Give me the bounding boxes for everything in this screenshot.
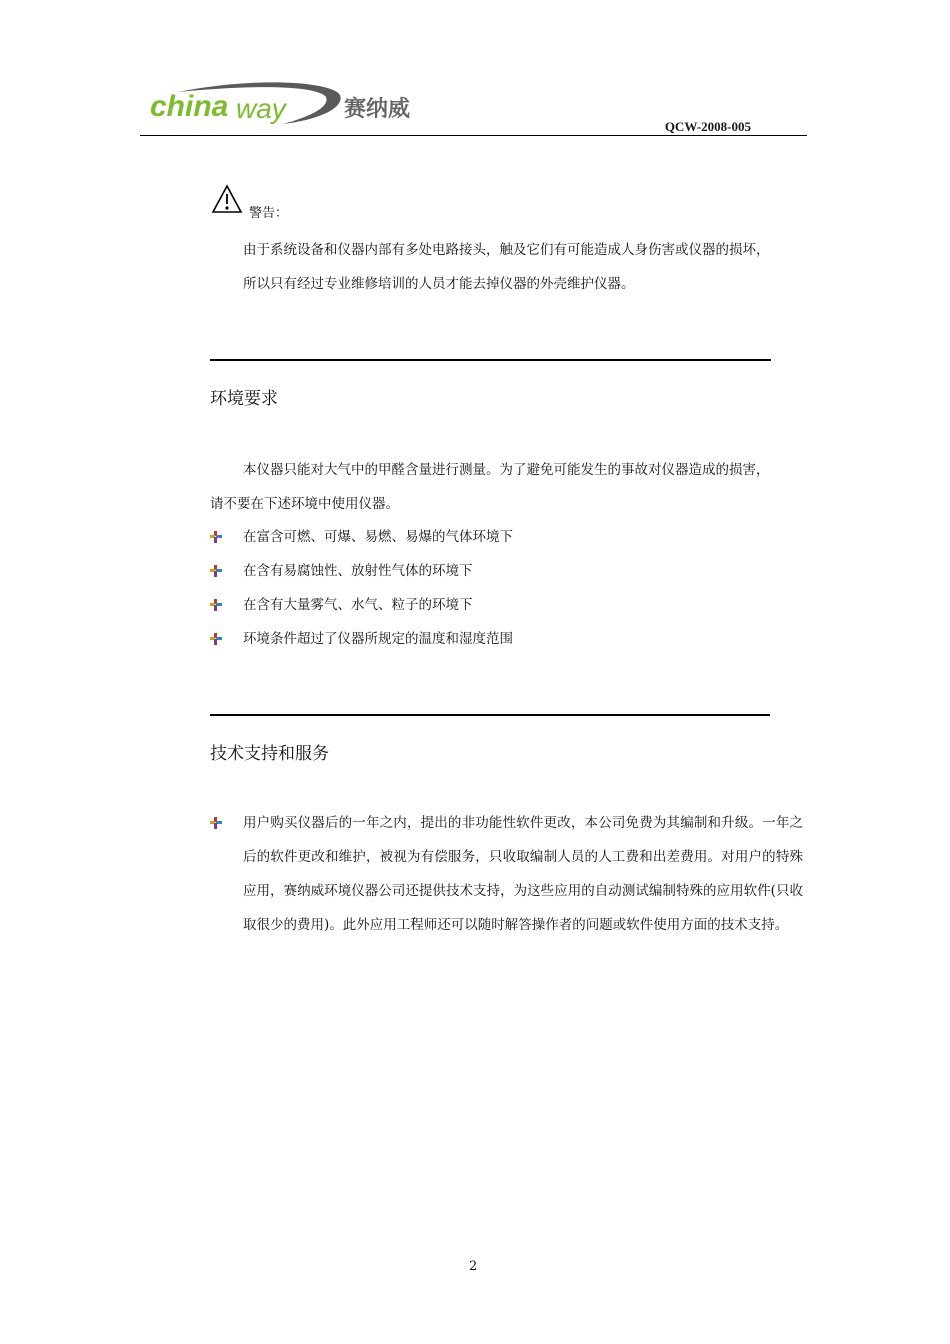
- colored-cross-bullet-icon: [210, 633, 222, 645]
- environment-intro-line-1: 本仪器只能对大气中的甲醛含量进行测量。为了避免可能发生的事故对仪器造成的损害，: [243, 462, 770, 478]
- list-item: [210, 588, 803, 622]
- page-number: 2: [469, 1259, 478, 1274]
- warning-label: 警告：: [249, 206, 289, 221]
- warning-text: [243, 233, 803, 301]
- list-item: [210, 622, 803, 656]
- warning-triangle-icon: [211, 184, 243, 214]
- environment-list: [210, 520, 803, 656]
- section-title-environment: 环境要求: [210, 389, 278, 409]
- list-item-text: 环境条件超过了仪器所规定的温度和湿度范围: [243, 631, 513, 647]
- header-divider: [140, 135, 807, 136]
- warning-line-2: 所以只有经过专业维修培训的人员才能去掉仪器的外壳维护仪器。: [243, 276, 635, 292]
- list-item-text: 在含有易腐蚀性、放射性气体的环境下: [243, 563, 473, 579]
- chinaway-logo: [148, 78, 438, 128]
- section-divider: [210, 359, 771, 361]
- section-title-support: 技术支持和服务: [210, 744, 329, 764]
- support-text: 用户购买仪器后的一年之内，提出的非功能性软件更改，本公司免费为其编制和升级。一年之后的软件更改和维护，被视为有偿服务，只收取编制人员的人工费和出差费用。对用户的特殊应用，赛纳威环境仪器公司还提供技术支持，为这些应用的自动测试编制特殊的应用软件(只收取很少的费用)。此外应用工程师还可以随时解答操作者的问题或软件使用方面的技术支持。: [243, 815, 803, 933]
- section-divider: [210, 714, 770, 716]
- colored-cross-bullet-icon: [210, 565, 222, 577]
- svg-text:赛纳威: 赛纳威: [344, 97, 411, 122]
- environment-intro-line-2: 请不要在下述环境中使用仪器。: [210, 496, 399, 512]
- document-code: QCW-2008-005: [664, 119, 751, 134]
- list-item-text: 在含有大量雾气、水气、粒子的环境下: [243, 597, 473, 613]
- colored-cross-bullet-icon: [210, 817, 222, 829]
- support-paragraph: [210, 806, 803, 942]
- colored-cross-bullet-icon: [210, 599, 222, 611]
- environment-intro: [210, 453, 803, 521]
- list-item: [210, 520, 803, 554]
- list-item: [210, 554, 803, 588]
- colored-cross-bullet-icon: [210, 531, 222, 543]
- svg-text:way: way: [236, 93, 286, 124]
- svg-text:china: china: [150, 90, 229, 123]
- warning-line-1: 由于系统设备和仪器内部有多处电路接头，触及它们有可能造成人身伤害或仪器的损坏，: [243, 242, 770, 258]
- list-item-text: 在富含可燃、可爆、易燃、易爆的气体环境下: [243, 529, 513, 545]
